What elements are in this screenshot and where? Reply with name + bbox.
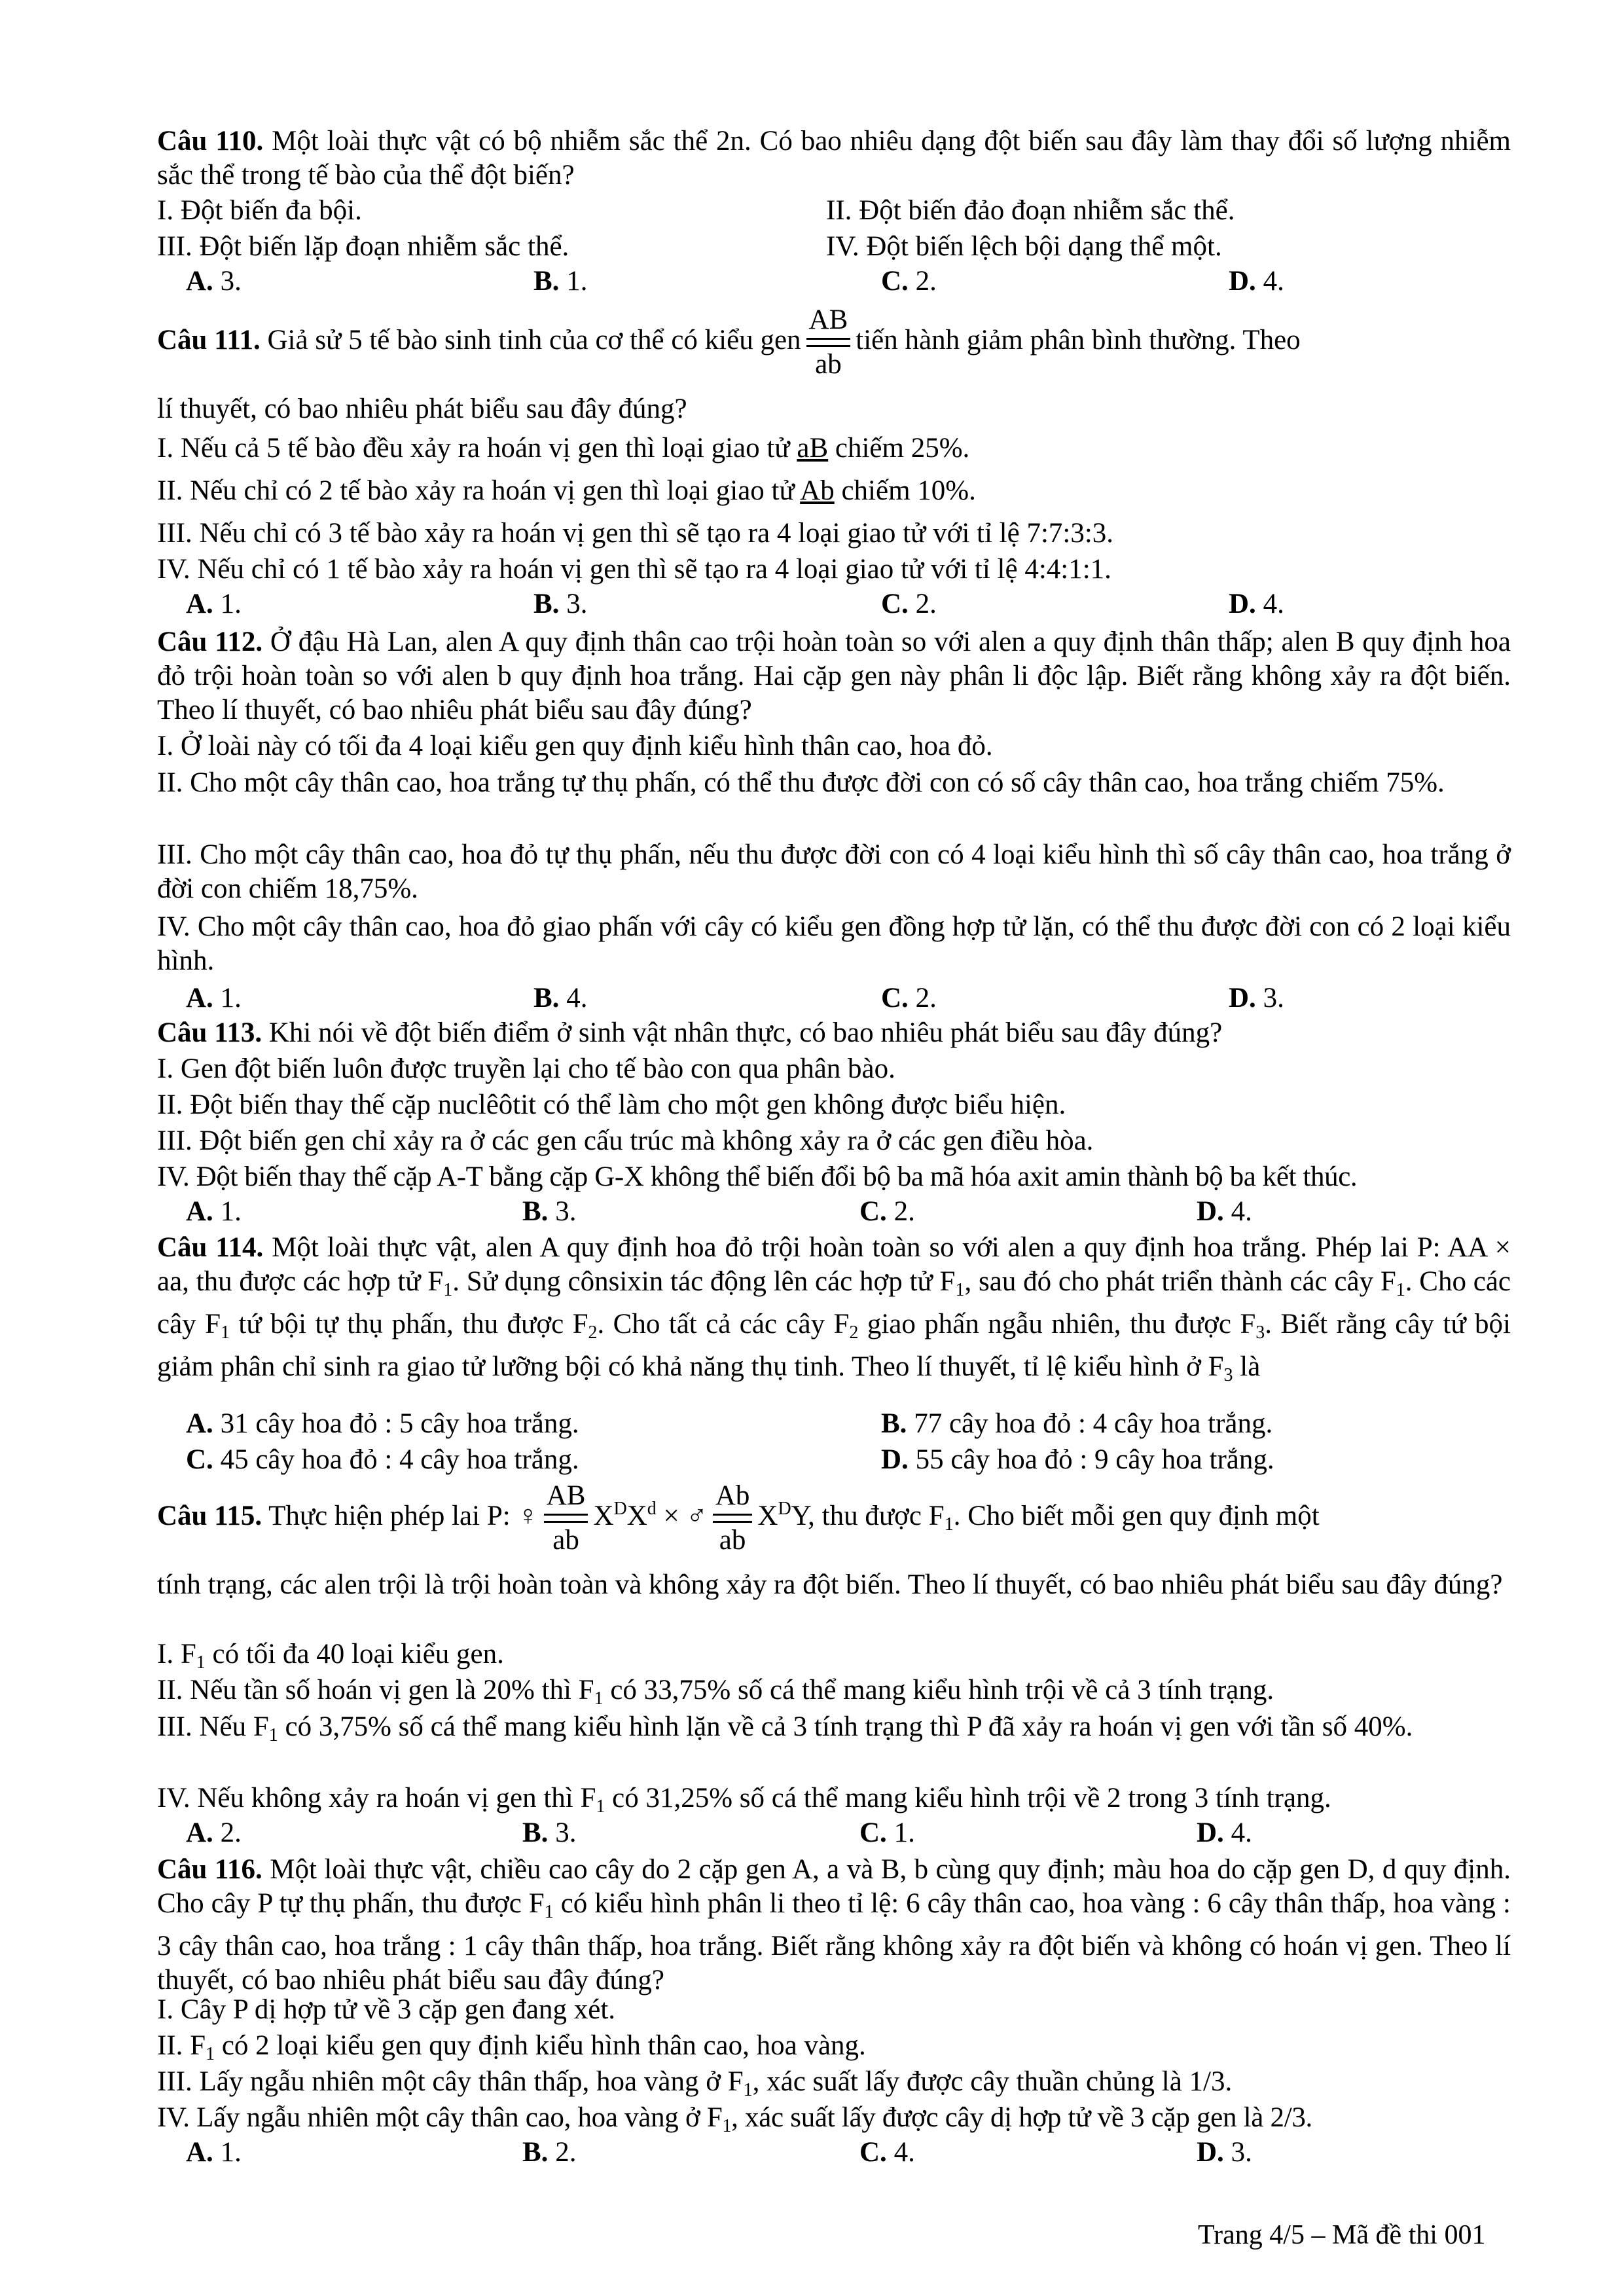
q111-option-a: A. 1.	[186, 589, 242, 619]
q116-label: Câu 116.	[157, 1854, 262, 1885]
q111-option-c: C. 2.	[881, 589, 937, 619]
q116-option-b: B. 2.	[522, 2137, 577, 2168]
q113-stem: Câu 113. Khi nói về đột biến điểm ở sinh vật nhân thực, có bao nhiêu phát biểu sau đây đúng?	[157, 1017, 1223, 1048]
q111-item-1: I. Nếu cả 5 tế bào đều xảy ra hoán vị gen thì loại giao tử aB chiếm 25%.	[157, 433, 970, 464]
q115-stem-line2: tính trạng, các alen trội là trội hoàn toàn và không xảy ra đột biến. Theo lí thuyết, có bao nhiêu phát biểu sau đây đúng?	[157, 1569, 1503, 1600]
q112-item-3: III. Cho một cây thân cao, hoa đỏ tự thụ phấn, nếu thu được đời con có 4 loại kiểu hình thì số cây thân cao, hoa trắng ở đời con chiếm 18,75%.	[157, 839, 1511, 904]
q110-option-d: D. 4.	[1229, 266, 1284, 297]
q113-option-d: D. 4.	[1197, 1196, 1252, 1227]
q112-item-1: I. Ở loài này có tối đa 4 loại kiểu gen quy định kiểu hình thân cao, hoa đỏ.	[157, 731, 993, 761]
q110-stem	[157, 124, 1511, 192]
q110-label: Câu 110.	[157, 126, 264, 156]
q112-item-4: IV. Cho một cây thân cao, hoa đỏ giao phấn với cây có kiểu gen đồng hợp tử lặn, có thể thu được đời con có 2 loại kiểu hình.	[157, 911, 1511, 976]
q116-item-4: IV. Lấy ngẫu nhiên một cây thân cao, hoa vàng ở $F_1$, xác suất lấy được cây dị hợp tử về 3 cặp gen là 2/3.	[157, 2102, 1312, 2136]
q115-female-genotype-fraction: AB ab	[544, 1478, 588, 1558]
q111-item-4: IV. Nếu chỉ có 1 tế bào xảy ra hoán vị gen thì sẽ tạo ra 4 loại giao tử với tỉ lệ 4:4:1:1.	[157, 554, 1111, 585]
q112-option-a: A. 1.	[186, 983, 242, 1013]
q115-label: Câu 115.	[157, 1500, 262, 1531]
q111-label: Câu 111.	[157, 324, 261, 355]
q116-option-a: A. 1.	[186, 2137, 242, 2168]
q110-item-2: II. Đột biến đảo đoạn nhiễm sắc thể.	[826, 195, 1235, 226]
q111-stem-line2: lí thuyết, có bao nhiêu phát biểu sau đây đúng?	[157, 393, 687, 424]
q113-option-a: A. 1.	[186, 1196, 242, 1227]
q112-option-d: D. 3.	[1229, 983, 1284, 1013]
q111-stem: Câu 111. Giả sử 5 tế bào sinh tinh của cơ thể có kiểu gen AB ab tiến hành giảm phân bình thường. Theo	[157, 302, 1301, 382]
q116-item-1: I. Cây P dị hợp tử về 3 cặp gen đang xét.	[157, 1994, 616, 2025]
q110-item-3: III. Đột biến lặp đoạn nhiễm sắc thể.	[157, 231, 569, 262]
q110-item-4: IV. Đột biến lệch bội dạng thể một.	[826, 231, 1222, 262]
q113-item-4: IV. Đột biến thay thế cặp A-T bằng cặp G-X không thể biến đổi bộ ba mã hóa axit amin thành bộ ba kết thúc.	[157, 1161, 1358, 1192]
q116-option-c: C. 4.	[859, 2137, 915, 2168]
q115-male-genotype-fraction: Ab ab	[713, 1478, 753, 1558]
q111-option-d: D. 4.	[1229, 589, 1284, 619]
page-footer: Trang 4/5 – Mã đề thi 001	[1198, 2220, 1486, 2250]
q112-label: Câu 112.	[157, 627, 263, 657]
q116-option-d: D. 3.	[1197, 2137, 1252, 2168]
q110-item-1: I. Đột biến đa bội.	[157, 195, 362, 226]
q114-option-a: A. 31 cây hoa đỏ : 5 cây hoa trắng.	[186, 1408, 579, 1439]
q115-option-b: B. 3.	[522, 1817, 577, 1848]
q111-item-3: III. Nếu chỉ có 3 tế bào xảy ra hoán vị gen thì sẽ tạo ra 4 loại giao tử với tỉ lệ 7:7:3:3.	[157, 518, 1114, 549]
q116-item-2: II. $F_1$ có 2 loại kiểu gen quy định kiểu hình thân cao, hoa vàng.	[157, 2030, 866, 2064]
q114-option-b: B. 77 cây hoa đỏ : 4 cây hoa trắng.	[881, 1408, 1273, 1439]
q115-option-d: D. 4.	[1197, 1817, 1252, 1848]
q111-item-2: II. Nếu chỉ có 2 tế bào xảy ra hoán vị gen thì loại giao tử Ab chiếm 10%.	[157, 475, 976, 506]
q113-item-3: III. Đột biến gen chỉ xảy ra ở các gen cấu trúc mà không xảy ra ở các gen điều hòa.	[157, 1125, 1094, 1156]
q111-option-b: B. 3.	[533, 589, 588, 619]
q112-option-c: C. 2.	[881, 983, 937, 1013]
q116-item-3: III. Lấy ngẫu nhiên một cây thân thấp, hoa vàng ở $F_1$, xác suất lấy được cây thuần chủng là 1/3.	[157, 2066, 1233, 2100]
q113-item-1: I. Gen đột biến luôn được truyền lại cho tế bào con qua phân bào.	[157, 1053, 895, 1084]
q115-option-c: C. 1.	[859, 1817, 915, 1848]
q115-item-2: II. Nếu tần số hoán vị gen là 20% thì $F_1$ có 33,75% số cá thể mang kiểu hình trội về cả 3 tính trạng.	[157, 1675, 1274, 1709]
q115-item-1: I. $F_1$ có tối đa 40 loại kiểu gen.	[157, 1639, 504, 1673]
q110-option-c: C. 2.	[881, 266, 937, 297]
q113-label: Câu 113.	[157, 1017, 262, 1048]
q114-option-d: D. 55 cây hoa đỏ : 9 cây hoa trắng.	[881, 1444, 1274, 1475]
q113-option-c: C. 2.	[859, 1196, 915, 1227]
q115-item-4: IV. Nếu không xảy ra hoán vị gen thì $F_1$ có 31,25% số cá thể mang kiểu hình trội về 2 trong 3 tính trạng.	[157, 1783, 1331, 1817]
q112-stem: Câu 112. Ở đậu Hà Lan, alen A quy định thân cao trội hoàn toàn so với alen a quy định thân thấp; alen B quy định hoa đỏ trội hoàn toàn so với alen b quy định hoa trắng. Hai cặp gen này phân li độc lập. Biết rằng không xảy ra đột biến. Theo lí thuyết, có bao nhiêu phát biểu sau đây đúng?	[157, 627, 1511, 725]
q115-option-a: A. 2.	[186, 1817, 242, 1848]
q111-genotype-fraction: AB ab	[806, 302, 851, 382]
q115-stem: Câu 115. Thực hiện phép lai P: ♀ AB ab $X^DX^d$ × ♂ Ab ab $X^DY$, thu được $F_1$. Cho biết mỗi gen quy định một	[157, 1478, 1320, 1558]
q115-item-3: III. Nếu $F_1$ có 3,75% số cá thể mang kiểu hình lặn về cả 3 tính trạng thì P đã xảy ra hoán vị gen với tần số 40%.	[157, 1711, 1413, 1745]
q114-stem: Câu 114. Một loài thực vật, alen A quy định hoa đỏ trội hoàn toàn so với alen a quy định hoa trắng. Phép lai P: AA × aa, thu được các hợp tử $F_1$. Sử dụng cônsixin tác động lên các hợp tử $F_1$, sau đó cho phát triển thành các cây $F_1$. Cho các cây $F_1$ tứ bội tự thụ phấn, thu được $F_2$. Cho tất cả các cây $F_2$ giao phấn ngẫu nhiên, thu được $F_3$. Biết rằng cây tứ bội giảm phân chỉ sinh ra giao tử lưỡng bội có khả năng thụ tinh. Theo lí thuyết, tỉ lệ kiểu hình ở $F_3$ là	[157, 1232, 1511, 1385]
q114-label: Câu 114.	[157, 1232, 264, 1263]
q110-option-a: A. 3.	[186, 266, 242, 297]
q110-stem-text: Một loài thực vật có bộ nhiễm sắc thể 2n. Có bao nhiêu dạng đột biến sau đây làm thay đổi số lượng nhiễm sắc thể trong tế bào của thể đột biến?	[157, 126, 1511, 191]
q113-item-2: II. Đột biến thay thế cặp nuclêôtit có thể làm cho một gen không được biểu hiện.	[157, 1089, 1066, 1120]
q112-item-2: II. Cho một cây thân cao, hoa trắng tự thụ phấn, có thể thu được đời con có số cây thân cao, hoa trắng chiếm 75%.	[157, 767, 1445, 798]
q113-option-b: B. 3.	[522, 1196, 577, 1227]
q112-option-b: B. 4.	[533, 983, 588, 1013]
q114-option-c: C. 45 cây hoa đỏ : 4 cây hoa trắng.	[186, 1444, 579, 1475]
q110-option-b: B. 1.	[533, 266, 588, 297]
q116-stem: Câu 116. Một loài thực vật, chiều cao cây do 2 cặp gen A, a và B, b cùng quy định; màu hoa do cặp gen D, d quy định. Cho cây P tự thụ phấn, thu được $F_1$ có kiểu hình phân li theo tỉ lệ: 6 cây thân cao, hoa vàng : 6 cây thân thấp, hoa vàng : 3 cây thân cao, hoa trắng : 1 cây thân thấp, hoa trắng. Biết rằng không xảy ra đột biến và không có hoán vị gen. Theo lí thuyết, có bao nhiêu phát biểu sau đây đúng?	[157, 1854, 1511, 1995]
